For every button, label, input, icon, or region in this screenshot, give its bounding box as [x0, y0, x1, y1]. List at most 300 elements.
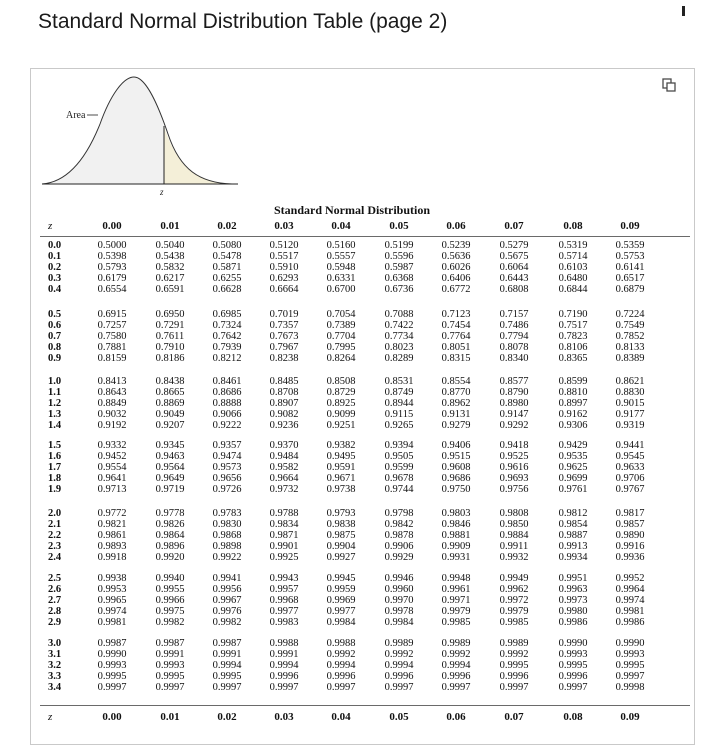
table-cell: 0.7549 — [615, 320, 645, 331]
table-cell: 0.6406 — [441, 273, 471, 284]
table-cell: 0.9934 — [558, 552, 588, 563]
table-cell: 0.8790 — [499, 387, 529, 398]
table-cell: 0.9904 — [326, 541, 356, 552]
row-z-value: 2.6 — [48, 584, 62, 595]
table-cell: 0.9732 — [269, 484, 299, 495]
table-cell: 0.7224 — [615, 309, 645, 320]
table-cell: 0.9994 — [212, 660, 242, 671]
table-cell: 0.9976 — [212, 606, 242, 617]
table-cell: 0.9370 — [269, 440, 299, 451]
table-cell: 0.9983 — [269, 617, 299, 628]
table-cell: 0.6026 — [441, 262, 471, 273]
table-cell: 0.9946 — [384, 573, 414, 584]
table-cell: 0.9989 — [441, 638, 471, 649]
table-cell: 0.9948 — [441, 573, 471, 584]
table-cell: 0.6628 — [212, 284, 242, 295]
table-row — [0, 530, 712, 541]
table-cell: 0.9972 — [499, 595, 529, 606]
table-cell: 0.9936 — [615, 552, 645, 563]
table-cell: 0.7823 — [558, 331, 588, 342]
table-cell: 0.9938 — [97, 573, 127, 584]
table-cell: 0.9996 — [558, 671, 588, 682]
table-cell: 0.9963 — [558, 584, 588, 595]
table-cell: 0.9997 — [269, 682, 299, 693]
table-cell: 0.9979 — [441, 606, 471, 617]
table-cell: 0.7580 — [97, 331, 127, 342]
row-z-value: 0.4 — [48, 284, 62, 295]
table-cell: 0.9916 — [615, 541, 645, 552]
table-cell: 0.8340 — [499, 353, 529, 364]
table-row — [0, 519, 712, 530]
table-cell: 0.9207 — [155, 420, 185, 431]
table-cell: 0.9582 — [269, 462, 299, 473]
table-cell: 0.8133 — [615, 342, 645, 353]
table-cell: 0.9719 — [155, 484, 185, 495]
row-z-value: 2.5 — [48, 573, 62, 584]
row-z-value: 1.1 — [48, 387, 62, 398]
table-cell: 0.9049 — [155, 409, 185, 420]
table-cell: 0.8665 — [155, 387, 185, 398]
table-cell: 0.7157 — [499, 309, 529, 320]
table-cell: 0.8810 — [558, 387, 588, 398]
table-cell: 0.9649 — [155, 473, 185, 484]
table-cell: 0.9474 — [212, 451, 242, 462]
row-z-value: 0.2 — [48, 262, 62, 273]
table-cell: 0.9906 — [384, 541, 414, 552]
table-cell: 0.9989 — [384, 638, 414, 649]
header-col-1: 0.01 — [160, 220, 180, 232]
table-cell: 0.8186 — [155, 353, 185, 364]
table-cell: 0.6103 — [558, 262, 588, 273]
table-cell: 0.8830 — [615, 387, 645, 398]
table-cell: 0.7088 — [384, 309, 414, 320]
table-cell: 0.9982 — [155, 617, 185, 628]
table-cell: 0.9992 — [441, 649, 471, 660]
footer-col-5: 0.05 — [389, 711, 409, 723]
table-cell: 0.7611 — [155, 331, 185, 342]
table-cell: 0.5120 — [269, 240, 299, 251]
table-cell: 0.5714 — [558, 251, 588, 262]
table-cell: 0.9463 — [155, 451, 185, 462]
table-row — [0, 584, 712, 595]
table-cell: 0.7642 — [212, 331, 242, 342]
table-cell: 0.9997 — [499, 682, 529, 693]
row-z-value: 2.9 — [48, 617, 62, 628]
table-cell: 0.8264 — [326, 353, 356, 364]
table-cell: 0.9319 — [615, 420, 645, 431]
table-cell: 0.7910 — [155, 342, 185, 353]
table-cell: 0.9951 — [558, 573, 588, 584]
table-cell: 0.7673 — [269, 331, 299, 342]
table-row — [0, 309, 712, 320]
row-z-value: 1.4 — [48, 420, 62, 431]
table-cell: 0.9994 — [384, 660, 414, 671]
table-cell: 0.9793 — [326, 508, 356, 519]
table-cell: 0.9962 — [499, 584, 529, 595]
table-cell: 0.9834 — [269, 519, 299, 530]
table-cell: 0.9945 — [326, 573, 356, 584]
row-z-value: 1.6 — [48, 451, 62, 462]
table-cell: 0.7054 — [326, 309, 356, 320]
table-cell: 0.9808 — [499, 508, 529, 519]
table-cell: 0.9967 — [212, 595, 242, 606]
table-cell: 0.9996 — [269, 671, 299, 682]
table-cell: 0.9922 — [212, 552, 242, 563]
table-row — [0, 353, 712, 364]
table-cell: 0.9821 — [97, 519, 127, 530]
table-cell: 0.5000 — [97, 240, 127, 251]
table-cell: 0.9686 — [441, 473, 471, 484]
table-cell: 0.9981 — [615, 606, 645, 617]
table-cell: 0.6179 — [97, 273, 127, 284]
table-cell: 0.7486 — [499, 320, 529, 331]
footer-z-label: z — [48, 711, 53, 723]
table-cell: 0.7939 — [212, 342, 242, 353]
footer-col-3: 0.03 — [274, 711, 294, 723]
table-cell: 0.8365 — [558, 353, 588, 364]
table-cell: 0.9890 — [615, 530, 645, 541]
table-cell: 0.6443 — [499, 273, 529, 284]
row-z-value: 3.4 — [48, 682, 62, 693]
table-cell: 0.6985 — [212, 309, 242, 320]
table-cell: 0.9992 — [384, 649, 414, 660]
table-cell: 0.9131 — [441, 409, 471, 420]
header-col-5: 0.05 — [389, 220, 409, 232]
table-cell: 0.9997 — [615, 671, 645, 682]
row-z-value: 2.2 — [48, 530, 62, 541]
table-cell: 0.9991 — [155, 649, 185, 660]
table-cell: 0.9032 — [97, 409, 127, 420]
table-row — [0, 606, 712, 617]
table-cell: 0.9306 — [558, 420, 588, 431]
table-cell: 0.9989 — [499, 638, 529, 649]
header-col-0: 0.00 — [102, 220, 122, 232]
table-row — [0, 262, 712, 273]
scroll-indicator[interactable] — [682, 6, 685, 16]
table-cell: 0.9975 — [155, 606, 185, 617]
row-z-value: 0.5 — [48, 309, 62, 320]
table-cell: 0.9292 — [499, 420, 529, 431]
table-cell: 0.9788 — [269, 508, 299, 519]
table-cell: 0.9633 — [615, 462, 645, 473]
table-cell: 0.9984 — [326, 617, 356, 628]
footer-col-9: 0.09 — [620, 711, 640, 723]
table-cell: 0.9913 — [558, 541, 588, 552]
table-cell: 0.9625 — [558, 462, 588, 473]
table-cell: 0.7257 — [97, 320, 127, 331]
table-cell: 0.9382 — [326, 440, 356, 451]
table-cell: 0.9929 — [384, 552, 414, 563]
table-cell: 0.8997 — [558, 398, 588, 409]
table-cell: 0.5080 — [212, 240, 242, 251]
row-z-value: 0.7 — [48, 331, 62, 342]
table-cell: 0.9996 — [441, 671, 471, 682]
header-z-label: z — [48, 220, 53, 232]
table-cell: 0.6915 — [97, 309, 127, 320]
normal-curve-figure — [40, 74, 245, 196]
table-row — [0, 331, 712, 342]
table-cell: 0.9887 — [558, 530, 588, 541]
table-row — [0, 573, 712, 584]
table-cell: 0.7881 — [97, 342, 127, 353]
table-cell: 0.9997 — [558, 682, 588, 693]
table-cell: 0.9994 — [326, 660, 356, 671]
table-cell: 0.9192 — [97, 420, 127, 431]
table-cell: 0.8485 — [269, 376, 299, 387]
table-cell: 0.9973 — [558, 595, 588, 606]
table-row — [0, 387, 712, 398]
table-cell: 0.9495 — [326, 451, 356, 462]
table-cell: 0.9066 — [212, 409, 242, 420]
row-z-value: 1.0 — [48, 376, 62, 387]
table-cell: 0.9778 — [155, 508, 185, 519]
table-cell: 0.9996 — [499, 671, 529, 682]
table-cell: 0.9979 — [499, 606, 529, 617]
table-cell: 0.7019 — [269, 309, 299, 320]
table-cell: 0.7357 — [269, 320, 299, 331]
table-cell: 0.9992 — [499, 649, 529, 660]
table-cell: 0.6368 — [384, 273, 414, 284]
table-cell: 0.8078 — [499, 342, 529, 353]
row-z-value: 2.8 — [48, 606, 62, 617]
table-cell: 0.9995 — [97, 671, 127, 682]
table-row — [0, 682, 712, 693]
table-cell: 0.9993 — [155, 660, 185, 671]
table-cell: 0.9429 — [558, 440, 588, 451]
table-cell: 0.6554 — [97, 284, 127, 295]
table-row — [0, 660, 712, 671]
row-z-value: 1.3 — [48, 409, 62, 420]
table-cell: 0.9990 — [97, 649, 127, 660]
footer-col-8: 0.08 — [563, 711, 583, 723]
table-cell: 0.5793 — [97, 262, 127, 273]
table-cell: 0.9965 — [97, 595, 127, 606]
table-cell: 0.6255 — [212, 273, 242, 284]
table-cell: 0.9515 — [441, 451, 471, 462]
table-cell: 0.5636 — [441, 251, 471, 262]
table-cell: 0.5557 — [326, 251, 356, 262]
table-cell: 0.9974 — [97, 606, 127, 617]
row-z-value: 1.8 — [48, 473, 62, 484]
table-cell: 0.9893 — [97, 541, 127, 552]
table-cell: 0.9997 — [326, 682, 356, 693]
table-cell: 0.9990 — [615, 638, 645, 649]
table-cell: 0.9564 — [155, 462, 185, 473]
table-cell: 0.9909 — [441, 541, 471, 552]
table-cell: 0.9941 — [212, 573, 242, 584]
table-cell: 0.9997 — [441, 682, 471, 693]
table-cell: 0.5517 — [269, 251, 299, 262]
header-col-9: 0.09 — [620, 220, 640, 232]
footer-col-7: 0.07 — [504, 711, 524, 723]
table-cell: 0.8686 — [212, 387, 242, 398]
table-cell: 0.9974 — [615, 595, 645, 606]
table-cell: 0.9927 — [326, 552, 356, 563]
header-col-3: 0.03 — [274, 220, 294, 232]
table-cell: 0.9817 — [615, 508, 645, 519]
table-cell: 0.9997 — [212, 682, 242, 693]
table-cell: 0.9162 — [558, 409, 588, 420]
table-cell: 0.8729 — [326, 387, 356, 398]
row-z-value: 3.3 — [48, 671, 62, 682]
table-cell: 0.5199 — [384, 240, 414, 251]
table-cell: 0.9985 — [441, 617, 471, 628]
table-cell: 0.8023 — [384, 342, 414, 353]
table-cell: 0.5398 — [97, 251, 127, 262]
table-cell: 0.9706 — [615, 473, 645, 484]
table-cell: 0.9591 — [326, 462, 356, 473]
table-cell: 0.8888 — [212, 398, 242, 409]
table-cell: 0.9406 — [441, 440, 471, 451]
table-cell: 0.7422 — [384, 320, 414, 331]
table-cell: 0.9812 — [558, 508, 588, 519]
table-cell: 0.9767 — [615, 484, 645, 495]
table-cell: 0.9265 — [384, 420, 414, 431]
table-cell: 0.8159 — [97, 353, 127, 364]
table-row — [0, 595, 712, 606]
table-cell: 0.7324 — [212, 320, 242, 331]
table-row — [0, 251, 712, 262]
table-cell: 0.7794 — [499, 331, 529, 342]
table-cell: 0.9861 — [97, 530, 127, 541]
table-cell: 0.6293 — [269, 273, 299, 284]
table-cell: 0.9830 — [212, 519, 242, 530]
footer-rule — [40, 705, 690, 706]
table-cell: 0.9995 — [615, 660, 645, 671]
table-cell: 0.9803 — [441, 508, 471, 519]
table-cell: 0.9664 — [269, 473, 299, 484]
table-cell: 0.8554 — [441, 376, 471, 387]
table-cell: 0.9896 — [155, 541, 185, 552]
table-cell: 0.9957 — [269, 584, 299, 595]
table-cell: 0.5239 — [441, 240, 471, 251]
table-row — [0, 342, 712, 353]
row-z-value: 1.9 — [48, 484, 62, 495]
table-cell: 0.9826 — [155, 519, 185, 530]
table-cell: 0.9994 — [441, 660, 471, 671]
table-cell: 0.9693 — [499, 473, 529, 484]
table-cell: 0.9850 — [499, 519, 529, 530]
table-cell: 0.6844 — [558, 284, 588, 295]
table-cell: 0.9984 — [384, 617, 414, 628]
row-z-value: 1.2 — [48, 398, 62, 409]
copy-icon[interactable] — [661, 77, 677, 93]
table-cell: 0.9099 — [326, 409, 356, 420]
header-col-6: 0.06 — [446, 220, 466, 232]
table-cell: 0.8980 — [499, 398, 529, 409]
table-cell: 0.9932 — [499, 552, 529, 563]
table-cell: 0.8389 — [615, 353, 645, 364]
table-row — [0, 320, 712, 331]
table-cell: 0.9961 — [441, 584, 471, 595]
table-cell: 0.9332 — [97, 440, 127, 451]
table-cell: 0.9952 — [615, 573, 645, 584]
row-z-value: 3.0 — [48, 638, 62, 649]
table-cell: 0.8925 — [326, 398, 356, 409]
table-cell: 0.5040 — [155, 240, 185, 251]
table-row — [0, 649, 712, 660]
table-cell: 0.5596 — [384, 251, 414, 262]
table-cell: 0.8461 — [212, 376, 242, 387]
table-cell: 0.9884 — [499, 530, 529, 541]
table-row — [0, 240, 712, 251]
table-cell: 0.9608 — [441, 462, 471, 473]
row-z-value: 0.9 — [48, 353, 62, 364]
table-cell: 0.7123 — [441, 309, 471, 320]
table-cell: 0.9671 — [326, 473, 356, 484]
table-cell: 0.6141 — [615, 262, 645, 273]
table-cell: 0.9987 — [97, 638, 127, 649]
table-cell: 0.9744 — [384, 484, 414, 495]
table-cell: 0.9920 — [155, 552, 185, 563]
table-row — [0, 508, 712, 519]
table-cell: 0.9726 — [212, 484, 242, 495]
table-row — [0, 462, 712, 473]
table-cell: 0.9505 — [384, 451, 414, 462]
table-cell: 0.8962 — [441, 398, 471, 409]
table-cell: 0.9279 — [441, 420, 471, 431]
table-cell: 0.6950 — [155, 309, 185, 320]
header-col-2: 0.02 — [217, 220, 237, 232]
table-cell: 0.8621 — [615, 376, 645, 387]
table-row — [0, 617, 712, 628]
table-cell: 0.9998 — [615, 682, 645, 693]
table-cell: 0.9875 — [326, 530, 356, 541]
table-cell: 0.9656 — [212, 473, 242, 484]
table-cell: 0.9977 — [326, 606, 356, 617]
table-cell: 0.9222 — [212, 420, 242, 431]
table-cell: 0.9970 — [384, 595, 414, 606]
table-cell: 0.9616 — [499, 462, 529, 473]
table-row — [0, 541, 712, 552]
table-cell: 0.9772 — [97, 508, 127, 519]
table-cell: 0.9968 — [269, 595, 299, 606]
footer-col-1: 0.01 — [160, 711, 180, 723]
row-z-value: 0.0 — [48, 240, 62, 251]
table-cell: 0.9699 — [558, 473, 588, 484]
table-cell: 0.9868 — [212, 530, 242, 541]
table-cell: 0.5319 — [558, 240, 588, 251]
table-cell: 0.6591 — [155, 284, 185, 295]
table-cell: 0.9940 — [155, 573, 185, 584]
table-cell: 0.9641 — [97, 473, 127, 484]
table-cell: 0.9978 — [384, 606, 414, 617]
table-cell: 0.7190 — [558, 309, 588, 320]
table-cell: 0.7517 — [558, 320, 588, 331]
table-row — [0, 420, 712, 431]
table-cell: 0.9573 — [212, 462, 242, 473]
row-z-value: 1.7 — [48, 462, 62, 473]
table-row — [0, 273, 712, 284]
table-cell: 0.6480 — [558, 273, 588, 284]
table-cell: 0.9966 — [155, 595, 185, 606]
table-cell: 0.9911 — [499, 541, 529, 552]
table-cell: 0.9925 — [269, 552, 299, 563]
table-cell: 0.8907 — [269, 398, 299, 409]
table-cell: 0.9987 — [155, 638, 185, 649]
table-cell: 0.9955 — [155, 584, 185, 595]
table-cell: 0.9997 — [97, 682, 127, 693]
table-cell: 0.9980 — [558, 606, 588, 617]
table-cell: 0.6331 — [326, 273, 356, 284]
row-z-value: 0.8 — [48, 342, 62, 353]
table-cell: 0.9971 — [441, 595, 471, 606]
table-cell: 0.9015 — [615, 398, 645, 409]
table-row — [0, 638, 712, 649]
table-cell: 0.9854 — [558, 519, 588, 530]
row-z-value: 0.6 — [48, 320, 62, 331]
table-cell: 0.9738 — [326, 484, 356, 495]
